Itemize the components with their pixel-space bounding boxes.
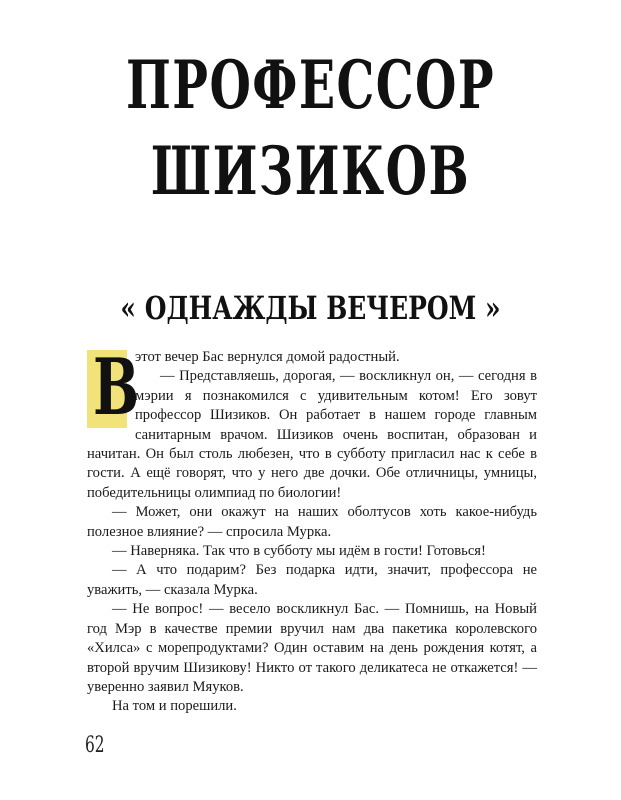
drop-cap-letter: В <box>93 342 140 433</box>
paragraph: — Не вопрос! — весело воскликнул Бас. — Помнишь, на Новый год Мэр в качестве премии вручил нам два пакетика королевского «Хилса» с морепродуктами? Один оставим на день рождения котят, а второй вручим Шизикову! Никто от такого деликатеса не откажется! — уверенно заявил Мяуков. <box>87 601 537 695</box>
paragraph: — А что подарим? Без подарка идти, значит, профессора не уважить, — сказала Мурка. <box>87 562 537 598</box>
paragraph: — Наверняка. Так что в субботу мы идём в гости! Готовься! <box>112 543 486 560</box>
chapter-title-line-1: ПРОФЕССОР <box>125 46 496 124</box>
paragraph: этот вечер Бас вернулся домой радостный. <box>135 349 400 365</box>
paragraph: На том и порешили. <box>112 698 237 715</box>
drop-cap <box>87 342 140 433</box>
paragraph: — Представляешь, дорогая, — воскликнул он, — сегодня в мэрии я познакомился с удивительным котом! Его зовут профессор Шизиков. Он работает в нашем городе главным санитарным врачом. Шизиков очень воспитан, образован и начитан. Он был столь любезен, что в субботу пригласил нас к себе в гости. А ещё говорят, что у него две дочки. Обе отличницы, умницы, победительницы олимпиад по биологии! <box>87 368 537 501</box>
body-text <box>87 342 537 717</box>
section-title: « ОДНАЖДЫ ВЕЧЕРОМ » <box>120 289 501 327</box>
chapter-title-line-2: ШИЗИКОВ <box>150 132 471 210</box>
paragraph: — Может, они окажут на наших оболтусов хоть какое-нибудь полезное влияние? — спросила Мурка. <box>87 504 537 540</box>
page-number: 62 <box>85 733 105 758</box>
